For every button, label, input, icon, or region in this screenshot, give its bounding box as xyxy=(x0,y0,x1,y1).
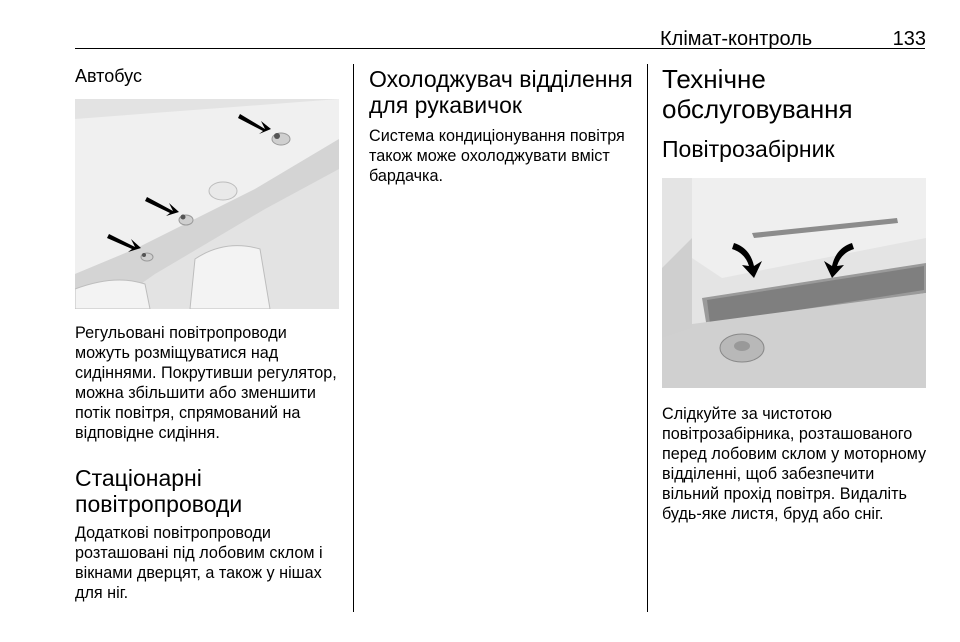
header-rule xyxy=(75,48,925,49)
air-intake-heading: Повітрозабірник xyxy=(662,136,835,162)
body-line: розташовані під лобовим склом і xyxy=(75,544,323,562)
heading-line: Стаціонарні xyxy=(75,465,202,491)
page-number: 133 xyxy=(892,28,926,50)
body-line: Система кондиціонування повітря xyxy=(369,127,625,145)
caption-line: потік повітря, спрямований на xyxy=(75,404,301,422)
heading-line: Технічне xyxy=(662,64,766,94)
body-line: перед лобовим склом у моторному xyxy=(662,445,927,463)
stationary-vents-text xyxy=(75,523,340,603)
bus-caption xyxy=(75,323,340,443)
column-divider-1 xyxy=(353,64,354,612)
air-intake-figure xyxy=(662,178,926,388)
caption-line: відповідне сидіння. xyxy=(75,424,220,442)
column-3 xyxy=(662,60,927,524)
caption-line: Регульовані повітропроводи xyxy=(75,324,287,342)
body-line: для ніг. xyxy=(75,584,129,602)
caption-line: можна збільшити або зменшити xyxy=(75,384,316,402)
column-divider-2 xyxy=(647,64,648,612)
body-line: будь-яке листя, бруд або сніг. xyxy=(662,505,884,523)
air-intake-text xyxy=(662,404,927,524)
body-line: вільний прохід повітря. Видаліть xyxy=(662,485,907,503)
heading-line: Охолоджувач відділення xyxy=(369,66,633,92)
stationary-vents-heading xyxy=(75,465,340,517)
heading-line: обслуговування xyxy=(662,94,853,124)
body-line: бардачка. xyxy=(369,167,443,185)
bus-heading: Автобус xyxy=(75,66,142,86)
glovebox-cooler-heading xyxy=(369,66,637,118)
bus-ceiling-illustration xyxy=(75,99,339,309)
body-line: вікнами дверцят, а також у нішах xyxy=(75,564,322,582)
maintenance-heading xyxy=(662,64,927,124)
bus-ceiling-figure xyxy=(75,99,339,309)
caption-line: можуть розміщуватися над xyxy=(75,344,279,362)
body-line: Слідкуйте за чистотою xyxy=(662,405,833,423)
heading-line: для рукавичок xyxy=(369,92,522,118)
caption-line: сидіннями. Покрутивши регулятор, xyxy=(75,364,337,382)
glovebox-cooler-text xyxy=(369,126,637,186)
body-line: Додаткові повітропроводи xyxy=(75,524,271,542)
air-intake-illustration xyxy=(662,178,926,388)
column-2 xyxy=(369,60,637,186)
running-header-title: Клімат-контроль xyxy=(660,28,813,50)
column-1 xyxy=(75,60,340,603)
body-line: також може охолоджувати вміст xyxy=(369,147,610,165)
body-line: відділенні, щоб забезпечити xyxy=(662,465,875,483)
body-line: повітрозабірника, розташованого xyxy=(662,425,913,443)
heading-line: повітропроводи xyxy=(75,491,243,517)
